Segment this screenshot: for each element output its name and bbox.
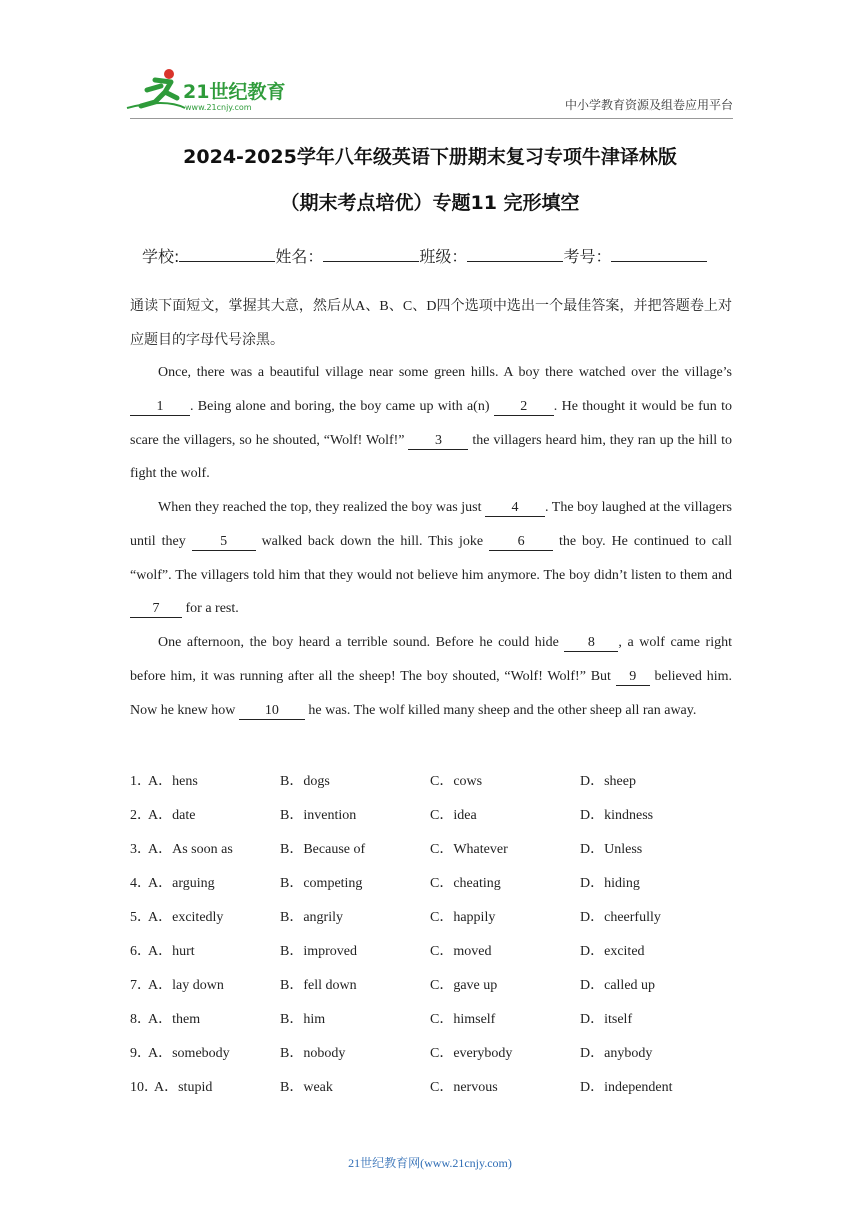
option-a[interactable]: A．excitedly — [148, 910, 224, 925]
blank-5: 5 — [192, 534, 256, 551]
question-number: 7． — [130, 978, 151, 993]
option-c[interactable]: C．happily — [430, 910, 496, 925]
option-d[interactable]: D．hiding — [580, 876, 640, 891]
option-a[interactable]: A．stupid — [154, 1080, 213, 1095]
option-c[interactable]: C．idea — [430, 808, 477, 823]
option-b[interactable]: B．him — [280, 1012, 326, 1027]
option-d[interactable]: D．excited — [580, 944, 645, 959]
option-c[interactable]: C．cows — [430, 774, 483, 789]
option-d[interactable]: D．Unless — [580, 842, 643, 857]
option-d[interactable]: D．itself — [580, 1012, 633, 1027]
passage-text: One afternoon, the boy heard a terrible sound. Before he could hide — [158, 635, 565, 650]
question-6 — [130, 940, 732, 960]
passage-text: . Being alone and boring, the boy came up with a(n) — [190, 398, 494, 414]
option-a[interactable]: A．As soon as — [148, 842, 233, 857]
passage-text: . The boy laughed at the villagers until they — [130, 500, 733, 549]
passage-text: , a wolf came right before him, it was running after all the sheep! The boy shouted, “Wolf! Wolf!” But — [130, 635, 732, 684]
page-header — [125, 68, 733, 118]
exam-number-label: 考号： — [563, 247, 612, 266]
name-blank[interactable] — [323, 247, 419, 262]
option-c[interactable]: C．himself — [430, 1012, 496, 1027]
option-b[interactable]: B．competing — [280, 876, 363, 891]
blank-8: 8 — [564, 635, 618, 652]
option-d[interactable]: D．anybody — [580, 1046, 653, 1061]
option-c[interactable]: C．moved — [430, 944, 492, 959]
option-b[interactable]: B．dogs — [280, 774, 330, 789]
option-a[interactable]: A．hurt — [148, 944, 195, 959]
passage-text: the boy. He continued to call “wolf”. The villagers told him that they would not believe him anymore. The boy didn’t listen to them and — [130, 533, 732, 583]
option-a[interactable]: A．arguing — [148, 876, 215, 891]
option-d[interactable]: D．cheerfully — [580, 910, 661, 925]
option-b[interactable]: B．invention — [280, 808, 357, 823]
question-5 — [130, 906, 732, 926]
question-2 — [130, 804, 732, 824]
passage-text: walked back down the hill. This joke — [255, 533, 490, 549]
passage-text: for a rest. — [182, 601, 239, 617]
blank-6: 6 — [489, 534, 553, 551]
question-number: 8． — [130, 1012, 151, 1027]
passage-paragraph-3 — [130, 626, 732, 727]
question-number: 4． — [130, 876, 151, 891]
passage-paragraph-2 — [130, 491, 732, 626]
passage-text: When they reached the top, they realized the boy was just — [158, 500, 486, 515]
student-info-row — [142, 244, 707, 267]
question-4 — [130, 872, 732, 892]
passage-paragraph-1 — [130, 356, 732, 491]
question-number: 3． — [130, 842, 151, 857]
header-divider — [130, 118, 733, 119]
option-c[interactable]: C．Whatever — [430, 842, 508, 857]
option-a[interactable]: A．them — [148, 1012, 201, 1027]
blank-3: 3 — [408, 433, 468, 450]
question-9 — [130, 1042, 732, 1062]
passage-text: . He thought it would be fun to scare the villagers, so he shouted, “Wolf! Wolf!” — [130, 398, 732, 448]
option-b[interactable]: B．angrily — [280, 910, 343, 925]
option-c[interactable]: C．everybody — [430, 1046, 513, 1061]
blank-10: 10 — [239, 703, 305, 720]
option-a[interactable]: A．date — [148, 808, 196, 823]
question-1 — [130, 770, 732, 790]
option-c[interactable]: C．nervous — [430, 1080, 498, 1095]
blank-1: 1 — [130, 399, 190, 416]
option-b[interactable]: B．weak — [280, 1080, 333, 1095]
title-line1: 2024-2025学年八年级英语下册期末复习专项牛津译林版 — [183, 146, 677, 168]
option-b[interactable]: B．improved — [280, 944, 357, 959]
option-b[interactable]: B．fell down — [280, 978, 357, 993]
passage-text: believed him. Now he knew how — [130, 668, 732, 718]
exam-number-blank[interactable] — [611, 247, 707, 262]
blank-7: 7 — [130, 601, 182, 618]
logo-21cnjy-icon — [125, 68, 295, 114]
blank-9: 9 — [616, 669, 650, 686]
question-number: 2． — [130, 808, 151, 823]
option-d[interactable]: D．sheep — [580, 774, 636, 789]
name-label: 姓名： — [275, 247, 324, 266]
class-blank[interactable] — [467, 247, 563, 262]
option-b[interactable]: B．nobody — [280, 1046, 346, 1061]
question-number: 9． — [130, 1046, 151, 1061]
blank-4: 4 — [485, 500, 545, 517]
option-d[interactable]: D．kindness — [580, 808, 654, 823]
option-d[interactable]: D．called up — [580, 978, 656, 993]
question-number: 5． — [130, 910, 151, 925]
option-b[interactable]: B．Because of — [280, 842, 366, 857]
blank-2: 2 — [494, 399, 554, 416]
passage-text: the villagers heard him, they ran up the hill to fight the wolf. — [130, 432, 732, 482]
logo-main-text: 21世纪教育 — [183, 81, 286, 103]
school-blank[interactable] — [179, 247, 275, 262]
header-platform-text: 中小学教育资源及组卷应用平台 — [564, 98, 733, 112]
question-7 — [130, 974, 732, 994]
option-c[interactable]: C．gave up — [430, 978, 498, 993]
option-a[interactable]: A．lay down — [148, 978, 224, 993]
question-3 — [130, 838, 732, 858]
logo-sub-text: www.21cnjy.com — [185, 103, 252, 112]
option-a[interactable]: A．somebody — [148, 1046, 230, 1061]
option-d[interactable]: D．independent — [580, 1080, 673, 1095]
class-label: 班级： — [419, 247, 468, 266]
question-number: 1． — [130, 774, 151, 789]
question-number: 10． — [130, 1080, 158, 1095]
question-10 — [130, 1076, 732, 1096]
option-a[interactable]: A．hens — [148, 774, 198, 789]
option-c[interactable]: C．cheating — [430, 876, 501, 891]
passage-text: he was. The wolf killed many sheep and the other sheep all ran away. — [304, 702, 697, 718]
question-number: 6． — [130, 944, 151, 959]
passage-text: Once, there was a beautiful village near some green hills. A boy there watched over the village’s — [158, 365, 732, 380]
school-label: 学校: — [142, 247, 180, 266]
instructions: 通读下面短文，掌握其大意，然后从A、B、C、D四个选项中选出一个最佳答案，并把答题卷上对应题目的字母代号涂黑。 — [130, 299, 732, 348]
title-line2: （期末考点培优）专题11 完形填空 — [280, 192, 580, 214]
footer-link[interactable]: 21世纪教育网(www.21cnjy.com) — [348, 1156, 512, 1170]
question-8 — [130, 1008, 732, 1028]
